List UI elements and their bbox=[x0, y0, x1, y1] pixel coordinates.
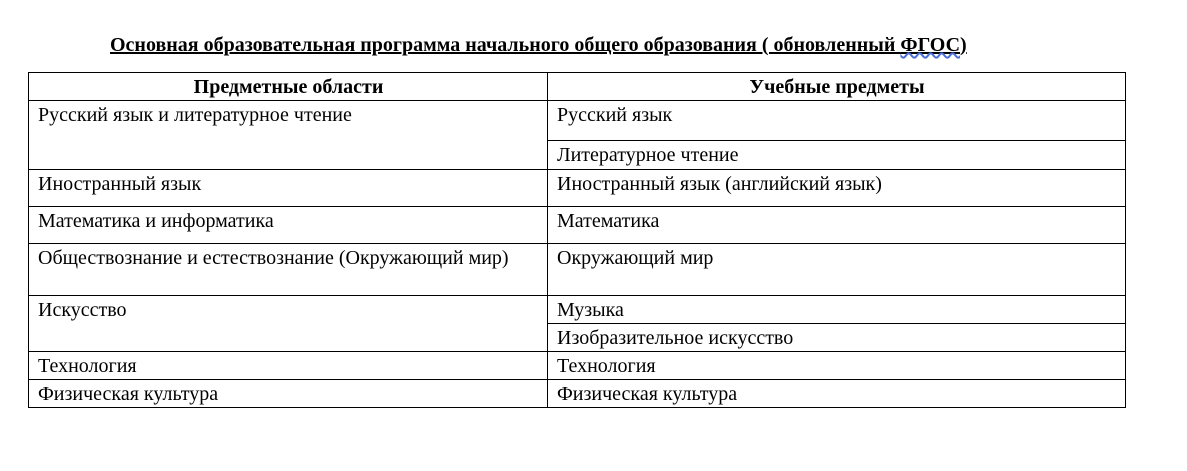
title-spellcheck-flagged-word: ФГОС bbox=[900, 34, 961, 56]
table-row bbox=[29, 380, 1126, 408]
subject-cell: Русский язык bbox=[548, 101, 1126, 141]
curriculum-table bbox=[28, 72, 1126, 408]
subject-area-cell: Технология bbox=[29, 352, 548, 380]
table-row bbox=[29, 170, 1126, 207]
subject-area-cell: Физическая культура bbox=[29, 380, 548, 408]
table-row bbox=[29, 244, 1126, 296]
subject-area-cell: Обществознание и естествознание (Окружающий мир) bbox=[29, 244, 548, 296]
header-subject-areas: Предметные области bbox=[29, 73, 548, 101]
title-end-text: ) bbox=[960, 34, 967, 56]
subject-area-cell: Искусство bbox=[29, 296, 548, 352]
table-row bbox=[29, 352, 1126, 380]
table-row bbox=[29, 207, 1126, 244]
table-row bbox=[29, 296, 1126, 324]
subject-cell: Окружающий мир bbox=[548, 244, 1126, 296]
header-subjects: Учебные предметы bbox=[548, 73, 1126, 101]
subject-cell: Математика bbox=[548, 207, 1126, 244]
table-header-row bbox=[29, 73, 1126, 101]
subject-cell: Музыка bbox=[548, 296, 1126, 324]
table-row bbox=[29, 101, 1126, 141]
subject-cell: Иностранный язык (английский язык) bbox=[548, 170, 1126, 207]
title-main-text: Основная образовательная программа начального общего образования ( обновленный bbox=[110, 34, 901, 56]
document-title bbox=[110, 34, 967, 57]
subject-area-cell: Иностранный язык bbox=[29, 170, 548, 207]
subject-cell: Литературное чтение bbox=[548, 141, 1126, 170]
subject-cell: Изобразительное искусство bbox=[548, 324, 1126, 352]
subject-cell: Физическая культура bbox=[548, 380, 1126, 408]
subject-cell: Технология bbox=[548, 352, 1126, 380]
subject-area-cell: Математика и информатика bbox=[29, 207, 548, 244]
subject-area-cell: Русский язык и литературное чтение bbox=[29, 101, 548, 170]
